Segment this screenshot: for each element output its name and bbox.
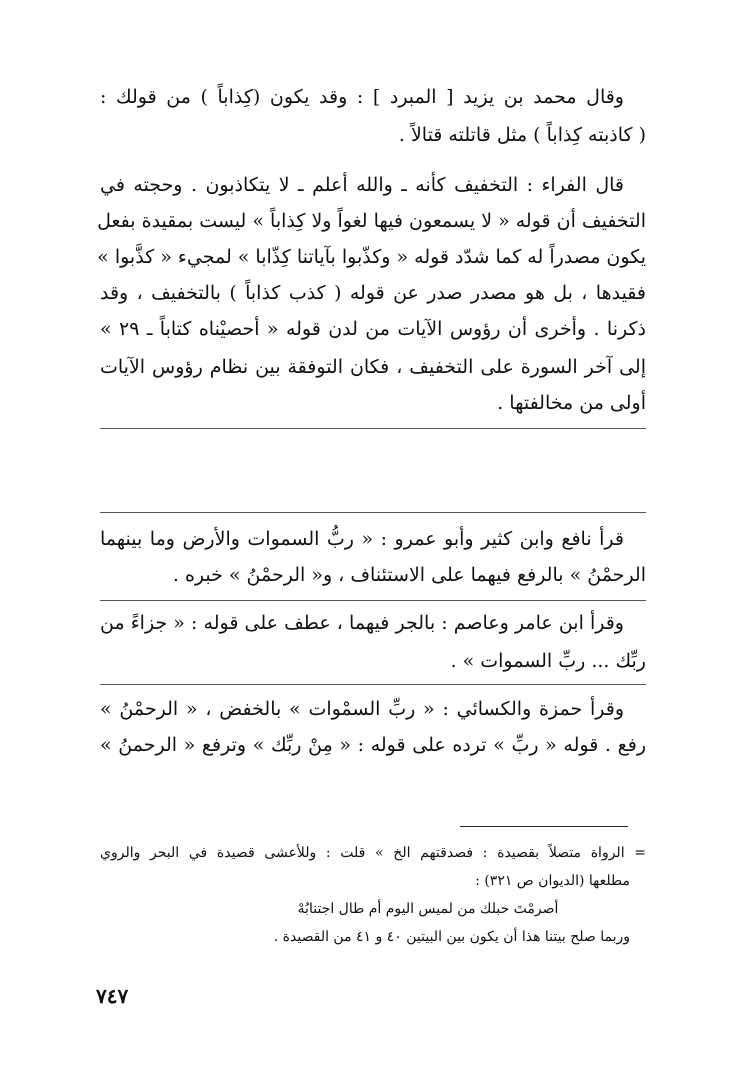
- paragraph-2-line-2: التخفيف أن قوله « لا يسمعون فيها لغواً ولا كِذاباً » ليست بمقيدة بفعل: [97, 210, 646, 232]
- paragraph-2-line-4: فقيدها ، بل هو مصدر صدر عن قوله ( كذب كذاباً ) بالتخفيف ، وقد: [100, 282, 646, 304]
- footnote-line-4: وربما صلح بيتنا هذا أن يكون بين البيتين ٤٠ و ٤١ من القصيدة .: [273, 929, 630, 945]
- footnote-line-1: = الرواة متصلاً بقصيدة : فصدقتهم الخ » قلت : وللأعشى قصيدة في البحر والروي: [100, 845, 646, 861]
- paragraph-5-line-2: رفع . قوله « ربِّ » ترده على قوله : « مِنْ ربِّك » وترفع « الرحمنُ »: [100, 734, 646, 756]
- paragraph-2-line-7: أولى من مخالفتها .: [497, 392, 646, 414]
- paragraph-1-line-1: وقال محمد بن يزيد [ المبرد ] : وقد يكون (كِذاباً ) من قولك :: [100, 86, 624, 108]
- footnote-poem-line: أصرمْتَ حبلك من لميس اليوم أم طال اجتنابُهْ: [297, 901, 559, 917]
- footnote-separator: [460, 826, 628, 827]
- paragraph-2-line-5: ذكرنا . وأخرى أن رؤوس الآيات من لدن قوله « أحصيْناه كتاباً ـ ٢٩ »: [100, 318, 646, 340]
- paragraph-2-line-1: قال الفراء : التخفيف كأنه ـ والله أعلم ـ لا يتكاذبون . وحجته في: [100, 174, 624, 196]
- paragraph-3-line-1-text: قرأ نافع وابن كثير وأبو عمرو : « ربُّ السموات والأرض وما بينهما: [100, 528, 624, 550]
- verse-line-1: [100, 434, 646, 468]
- paragraph-4-line-1: وقرأ ابن عامر وعاصم : بالجر فيهما ، عطف على قوله : « جزاءً من: [100, 612, 624, 634]
- paragraph-2-line-3: يكون مصدراً له كما شدّد قوله « وكذّبوا بآياتنا كِذّابا » لمجيء « كذَّبوا »: [97, 246, 646, 268]
- footnote-line-2: مطلعها (الديوان ص ٣٢١) :: [475, 873, 630, 889]
- divider-2: [100, 600, 646, 601]
- paragraph-1-line-2: ( كاذبته كِذاباً ) مثل قاتلته قتالاً .: [398, 124, 646, 146]
- paragraph-5-line-1: وقرأ حمزة والكسائي : « ربِّ السمْوات » بالخفض ، « الرحمْنُ »: [100, 698, 624, 720]
- verse-bottom-divider: [100, 512, 646, 513]
- page-number: ٧٤٧: [96, 984, 129, 1008]
- paragraph-3-line-2: الرحمْنُ » بالرفع فيهما على الاستئناف ، و« الرحمْنُ » خبره .: [172, 564, 646, 586]
- paragraph-2-line-6: إلى آخر السورة على التخفيف ، فكان التوفقة بين نظام رؤوس الآيات: [100, 356, 646, 378]
- verse-top-divider: [100, 428, 646, 429]
- paragraph-4-line-2: ربِّك ... ربِّ السموات » .: [450, 650, 646, 672]
- divider-3: [100, 684, 646, 685]
- verse-line-2: [100, 470, 646, 504]
- paragraph-3-line-1: [100, 522, 646, 556]
